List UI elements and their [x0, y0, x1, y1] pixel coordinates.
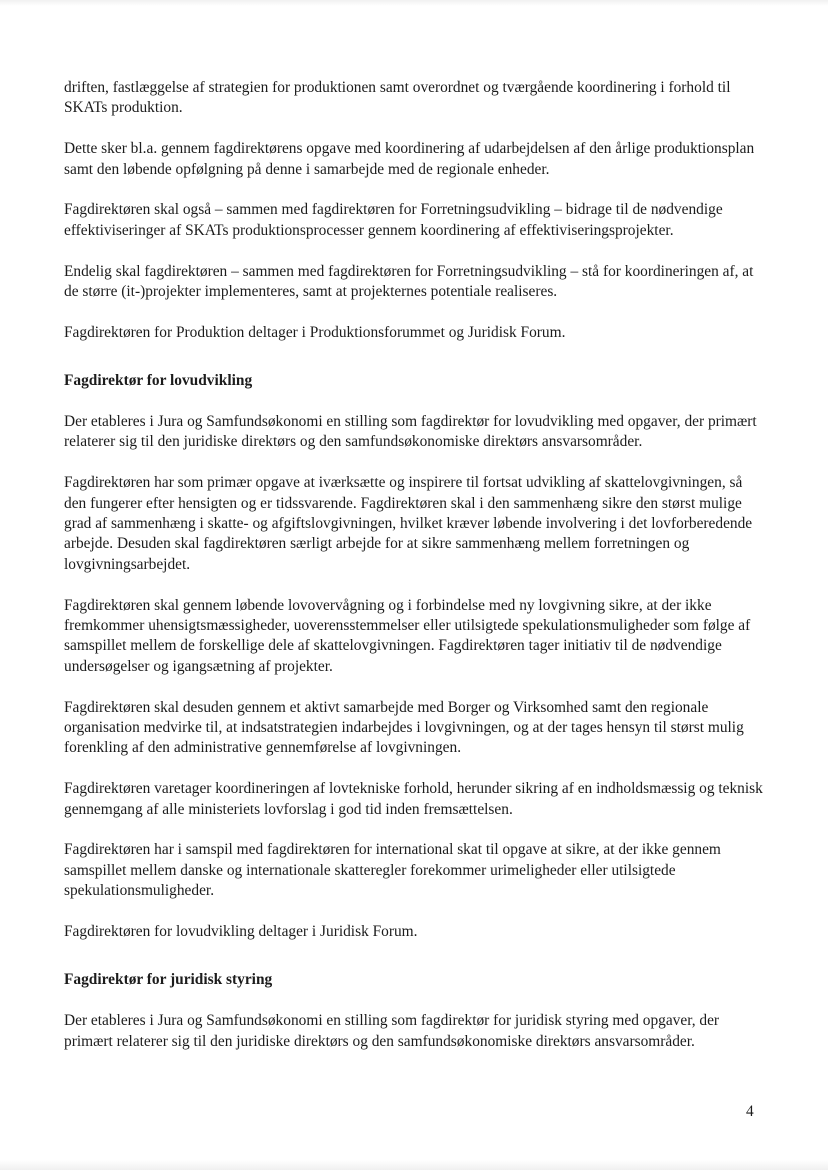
lovudvikling-paragraph-2: Fagdirektøren har som primær opgave at iværksætte og inspirere til fortsat udvikling af skattelovgivningen, så den fungerer efter hensigten og er tidssvarende. Fagdirektøren skal i den sammenhæng sikre den størst mulige grad af sammenhæng i skatte- og afgiftslovgivningen, hvilket kræver løbende involvering i det lovforberedende arbejde. Desuden skal fagdirektøren særligt arbejde for at sikre sammenhæng mellem forretningen og lovgivningsarbejdet.	[64, 474, 753, 573]
lovudvikling-paragraph-6: Fagdirektøren har i samspil med fagdirektøren for international skat til opgave at sikre, at der ikke gennem samspillet mellem danske og internationale skatteregler forekommer urimeligheder eller utilsigtede spekulationsmuligheder.	[64, 841, 721, 900]
intro-paragraph-3: Fagdirektøren skal også – sammen med fagdirektøren for Forretningsudvikling – bidrage til de nødvendige effektiviseringer af SKATs produktionsprocesser gennem koordinering af effektiviseringsprojekter.	[64, 201, 723, 239]
lovudvikling-paragraph-5: Fagdirektøren varetager koordineringen af lovtekniske forhold, herunder sikring af en indholdsmæssig og teknisk gennemgang af alle ministeriets lovforslag i god tid inden fremsættelsen.	[64, 780, 763, 818]
intro-paragraph-4: Endelig skal fagdirektøren – sammen med fagdirektøren for Forretningsudvikling – stå for koordineringen af, at de større (it-)projekter implementeres, samt at projekternes potentiale realiseres.	[64, 262, 754, 301]
scan-edge-top	[0, 0, 828, 6]
section-heading-juridisk-styring: Fagdirektør for juridisk styring	[64, 971, 273, 989]
lovudvikling-paragraph-7: Fagdirektøren for lovudvikling deltager i Juridisk Forum.	[64, 923, 418, 941]
juridisk-styring-paragraph-1: Der etableres i Jura og Samfundsøkonomi en stilling som fagdirektør for juridisk styring med opgaver, der primært relaterer sig til den juridiske direktørs og den samfundsøkonomiske direktørs ansvarsområder.	[64, 1012, 720, 1050]
scan-edge-bottom	[0, 1160, 828, 1170]
intro-paragraph-1: driften, fastlæggelse af strategien for produktionen samt overordnet og tværgående koordinering i forhold til SKATs produktion.	[64, 79, 731, 117]
document-body	[64, 78, 764, 1072]
intro-paragraph-2: Dette sker bl.a. gennem fagdirektørens opgave med koordinering af udarbejdelsen af den årlige produktionsplan samt den løbende opfølgning på denne i samarbejde med de regionale enheder.	[64, 140, 755, 178]
page-number: 4	[746, 1103, 754, 1120]
lovudvikling-paragraph-4: Fagdirektøren skal desuden gennem et aktivt samarbejde med Borger og Virksomhed samt den regionale organisation medvirke til, at indsatstrategien indarbejdes i lovgivningen, og at der tages hensyn til størst mulig forenkling af den administrative gennemførelse af lovgivningen.	[64, 698, 744, 757]
intro-paragraph-5: Fagdirektøren for Produktion deltager i Produktionsforummet og Juridisk Forum.	[64, 323, 566, 341]
section-heading-lovudvikling: Fagdirektør for lovudvikling	[64, 372, 253, 390]
lovudvikling-paragraph-1: Der etableres i Jura og Samfundsøkonomi en stilling som fagdirektør for lovudvikling med opgaver, der primært relaterer sig til den juridiske direktørs og den samfundsøkonomiske direktørs ansvarsområder.	[64, 413, 757, 451]
lovudvikling-paragraph-3: Fagdirektøren skal gennem løbende lovovervågning og i forbindelse med ny lovgivning sikre, at der ikke fremkommer uhensigtsmæssigheder, uoverensstemmelser eller utilsigtede spekulationsmuligheder som følge af samspillet mellem de forskellige dele af skattelovgivningen. Fagdirektøren tager initiativ til de nødvendige undersøgelser og igangsætning af projekter.	[64, 596, 751, 675]
